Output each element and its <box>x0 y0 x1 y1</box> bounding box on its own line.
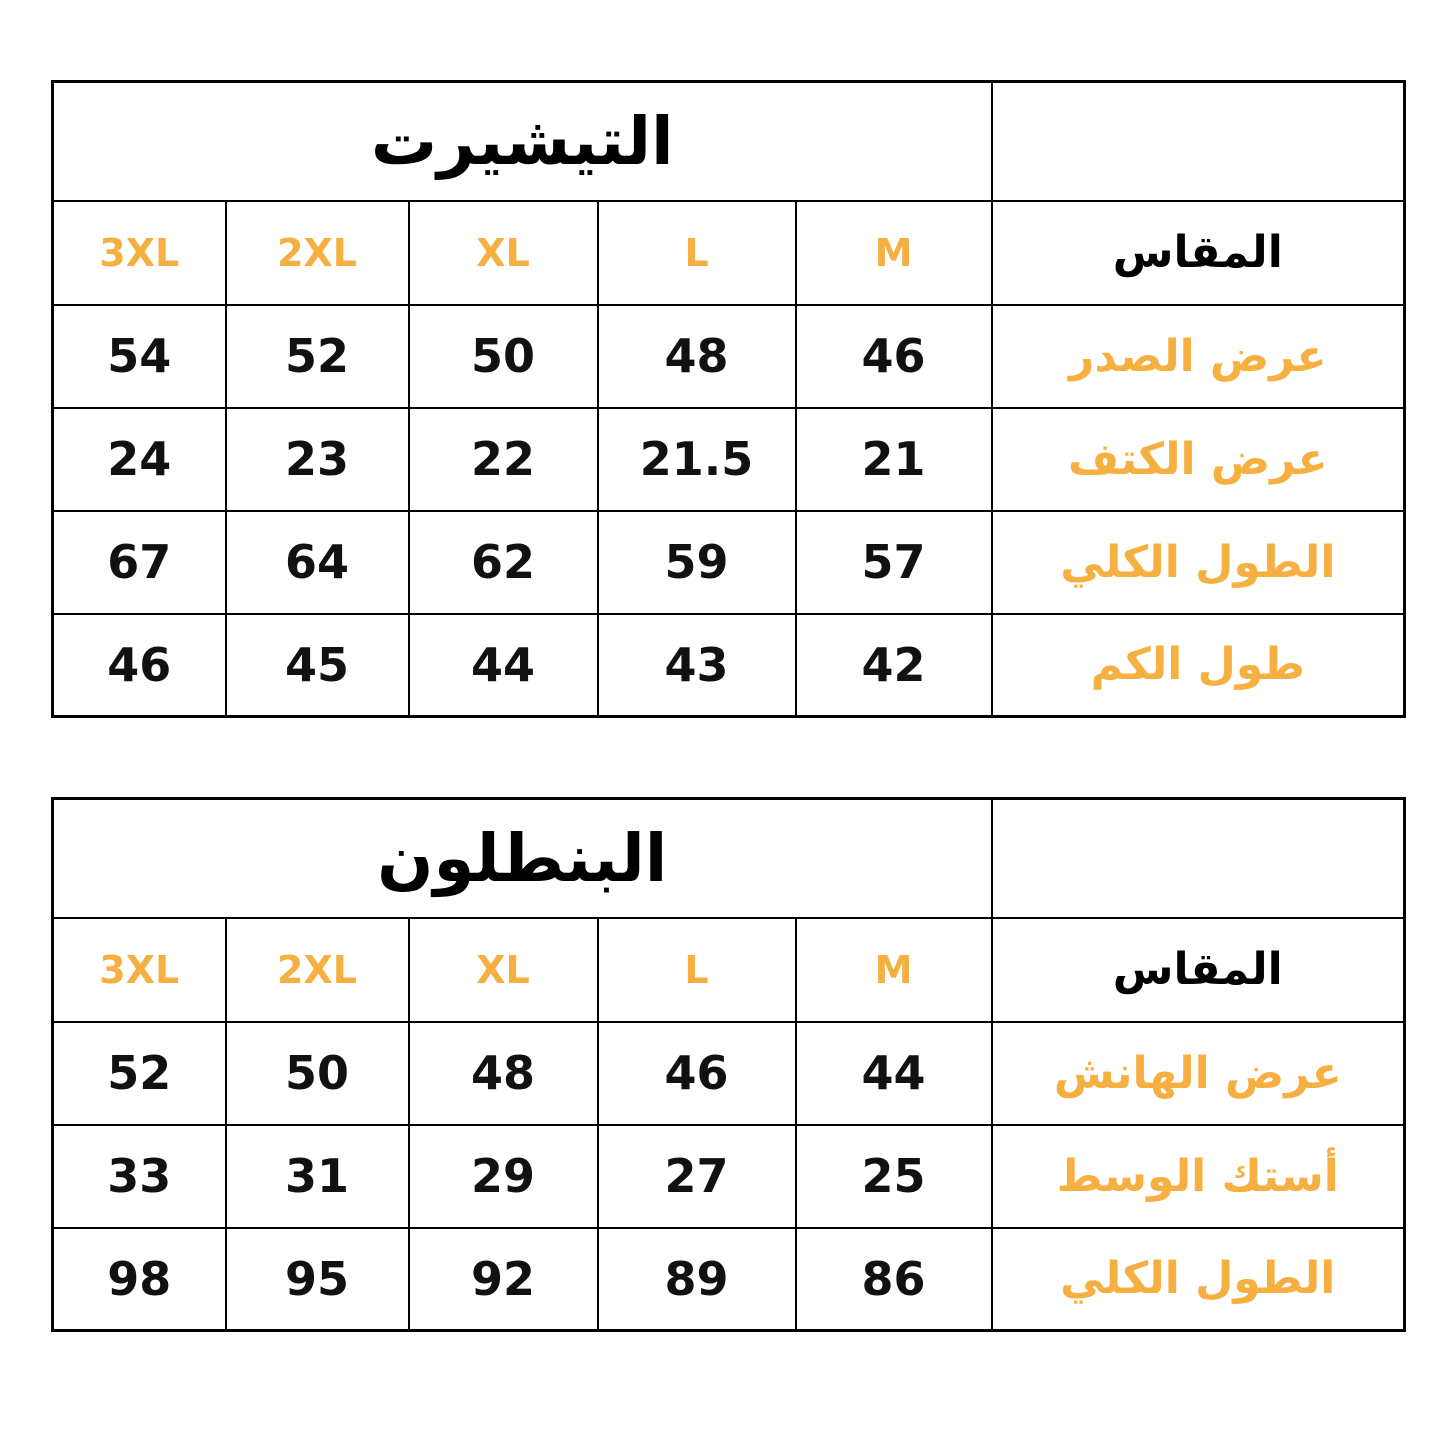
table-title-row <box>53 799 1405 918</box>
value-cell: 57 <box>796 511 992 614</box>
table-row <box>53 511 1405 614</box>
table-row <box>53 408 1405 511</box>
value-cell: 33 <box>53 1125 226 1228</box>
value-cell: 27 <box>598 1125 796 1228</box>
table-title-row <box>53 82 1405 201</box>
size-header-l: L <box>598 918 796 1022</box>
value-cell: 95 <box>226 1228 409 1331</box>
measure-label: عرض الهانش <box>992 1022 1405 1125</box>
table-title: التيشيرت <box>53 82 992 201</box>
value-cell: 31 <box>226 1125 409 1228</box>
size-header-3xl: 3XL <box>53 201 226 305</box>
size-header-l: L <box>598 201 796 305</box>
value-cell: 46 <box>598 1022 796 1125</box>
value-cell: 44 <box>796 1022 992 1125</box>
value-cell: 89 <box>598 1228 796 1331</box>
corner-cell <box>992 82 1405 201</box>
corner-cell <box>992 799 1405 918</box>
value-cell: 64 <box>226 511 409 614</box>
table-row <box>53 1022 1405 1125</box>
value-cell: 54 <box>53 305 226 408</box>
size-header-m: M <box>796 918 992 1022</box>
value-cell: 22 <box>409 408 598 511</box>
table-row <box>53 1125 1405 1228</box>
table-title: البنطلون <box>53 799 992 918</box>
value-cell: 42 <box>796 614 992 717</box>
value-cell: 25 <box>796 1125 992 1228</box>
size-header-3xl: 3XL <box>53 918 226 1022</box>
value-cell: 59 <box>598 511 796 614</box>
size-header-2xl: 2XL <box>226 918 409 1022</box>
measure-label: الطول الكلي <box>992 511 1405 614</box>
value-cell: 46 <box>53 614 226 717</box>
value-cell: 67 <box>53 511 226 614</box>
measure-label: أستك الوسط <box>992 1125 1405 1228</box>
table-row <box>53 1228 1405 1331</box>
value-cell: 29 <box>409 1125 598 1228</box>
value-cell: 52 <box>226 305 409 408</box>
value-cell: 48 <box>409 1022 598 1125</box>
measure-label: الطول الكلي <box>992 1228 1405 1331</box>
value-cell: 52 <box>53 1022 226 1125</box>
pants-size-table <box>51 797 1406 1332</box>
size-header-row <box>53 201 1405 305</box>
value-cell: 98 <box>53 1228 226 1331</box>
value-cell: 43 <box>598 614 796 717</box>
size-header-row <box>53 918 1405 1022</box>
table-row <box>53 305 1405 408</box>
value-cell: 45 <box>226 614 409 717</box>
value-cell: 50 <box>409 305 598 408</box>
measure-label: طول الكم <box>992 614 1405 717</box>
size-label: المقاس <box>992 918 1405 1022</box>
value-cell: 62 <box>409 511 598 614</box>
value-cell: 86 <box>796 1228 992 1331</box>
value-cell: 24 <box>53 408 226 511</box>
value-cell: 48 <box>598 305 796 408</box>
measure-label: عرض الصدر <box>992 305 1405 408</box>
size-header-xl: XL <box>409 201 598 305</box>
size-label: المقاس <box>992 201 1405 305</box>
value-cell: 50 <box>226 1022 409 1125</box>
size-header-2xl: 2XL <box>226 201 409 305</box>
measure-label: عرض الكتف <box>992 408 1405 511</box>
value-cell: 21.5 <box>598 408 796 511</box>
value-cell: 44 <box>409 614 598 717</box>
size-header-m: M <box>796 201 992 305</box>
value-cell: 92 <box>409 1228 598 1331</box>
table-row <box>53 614 1405 717</box>
value-cell: 46 <box>796 305 992 408</box>
value-cell: 23 <box>226 408 409 511</box>
size-header-xl: XL <box>409 918 598 1022</box>
value-cell: 21 <box>796 408 992 511</box>
tshirt-size-table <box>51 80 1406 718</box>
